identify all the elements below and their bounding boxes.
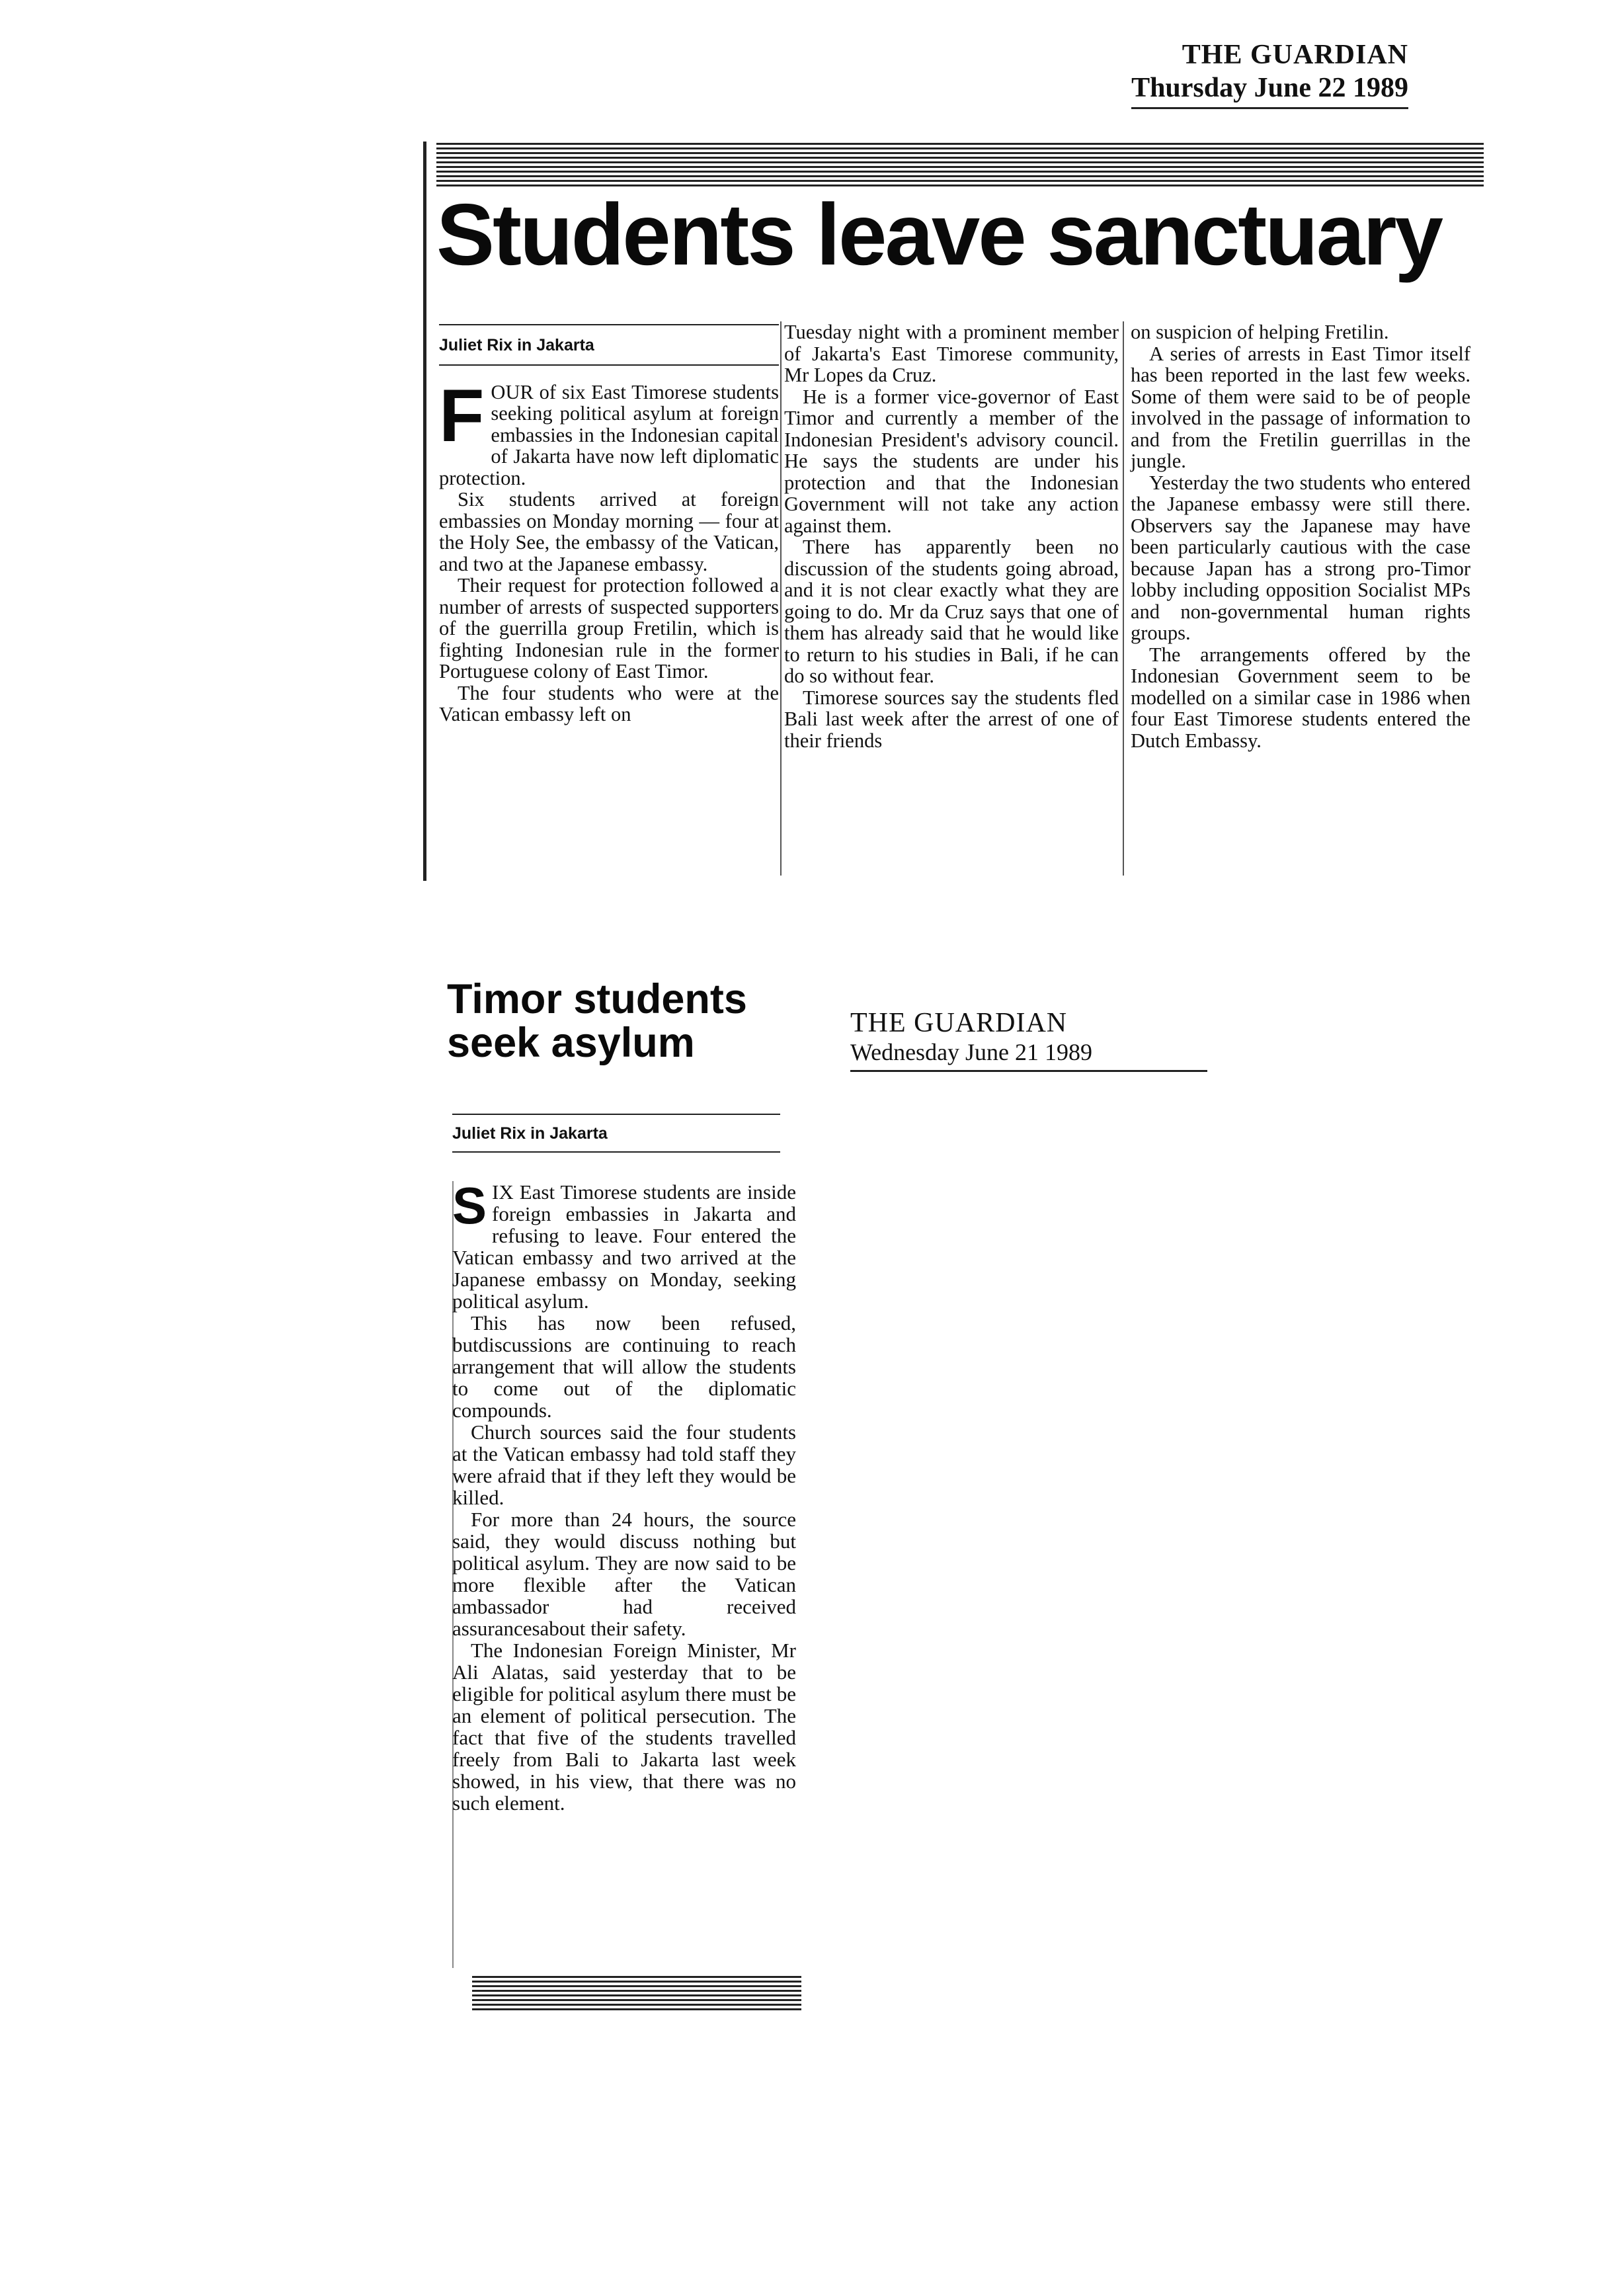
clip1-headline: Students leave sanctuary [436, 186, 1441, 283]
paragraph: Timorese sources say the students fled Bali last week after the arrest of one of their friends [784, 686, 1119, 752]
column-divider [1123, 321, 1124, 876]
paragraph: Their request for protection followed a number of arrests of suspected supporters of the guerrilla group Fretilin, which is fighting Indonesian rule in the former Portuguese colony of East Timor. [439, 574, 779, 682]
clip1-column-2 [784, 321, 1119, 751]
clip2-byline: Juliet Rix in Jakarta [452, 1124, 608, 1143]
paragraph: The four students who were at the Vatican embassy left on [439, 681, 779, 725]
clip2-date-rule [850, 1070, 1207, 1072]
clip1-dropcap: F [439, 374, 485, 457]
clip2-dateline [850, 1008, 1207, 1072]
paragraph: Six students arrived at foreign embassies on Monday morning — four at the Holy See, the embassy of the Vatican, and two at the Japanese embassy. [439, 488, 779, 575]
paragraph: Church sources said the four students at the Vatican embassy had told staff they were afraid that if they left they would be killed. [452, 1420, 796, 1509]
byline-rule [452, 1151, 780, 1153]
clip1-column-3 [1131, 321, 1470, 751]
byline-rule [439, 364, 779, 366]
paragraph: The arrangements offered by the Indonesian Government seem to be modelled on a similar case in 1986 when four East Timorese students entered the Dutch Embassy. [1131, 643, 1470, 752]
clip1-column-1 [439, 324, 779, 725]
paragraph [452, 1176, 796, 1313]
clip1-date-rule [1131, 107, 1408, 109]
paragraph: A series of arrests in East Timor itself has been reported in the last few weeks. Some of them were said to be of people involved in the passage of information to and from the Fretilin guerrillas in the jungle. [1131, 342, 1470, 472]
clip2-column [452, 1176, 796, 1815]
clip2-headline [447, 977, 817, 1065]
clip1-date: Thursday June 22 1989 [1131, 73, 1408, 103]
clip2-date: Wednesday June 21 1989 [850, 1039, 1093, 1065]
clip2-dropcap: S [452, 1176, 487, 1235]
paragraph: The Indonesian Foreign Minister, Mr Ali Alatas, said yesterday that to be eligible for political asylum there must be an element of political persecution. The fact that five of the students travelled freely from Bali to Jakarta last week showed, in his view, that there was no such element. [452, 1639, 796, 1815]
clip2-publication: THE GUARDIAN [850, 1008, 1068, 1038]
paragraph: on suspicion of helping Fretilin. [1131, 321, 1389, 343]
paragraph: He is a former vice-governor of East Timor and currently a member of the Indonesian President's advisory council. He says the students are under his protection and that the Indonesian Government will not take any action against them. [784, 385, 1119, 537]
paragraph: Tuesday night with a prominent member of Jakarta's East Timorese community, Mr Lopes da Cruz. [784, 321, 1119, 386]
paragraph [439, 374, 779, 489]
clip2-headline-line-1: Timor students [447, 976, 747, 1022]
clip1-header-hatch [436, 142, 1484, 186]
clip1-publication: THE GUARDIAN [1182, 40, 1408, 70]
clip2-headline-line-2: seek asylum [447, 1020, 695, 1066]
paragraph-text: IX East Timorese students are inside foreign embassies in Jakarta and refusing to leave. Four entered the Vatican embassy and two arrived at the Japanese embassy on Monday, seeking political asylum. [452, 1180, 796, 1313]
clip1-dateline [1131, 38, 1408, 109]
paragraph: There has apparently been no discussion of the students going abroad, and it is not clear exactly what they are going to do. Mr da Cruz says that one of them has already said that he would like to return to his studies in Bali, if he can do so without fear. [784, 536, 1119, 687]
clip2-byline-block [452, 1114, 780, 1153]
paragraph: Yesterday the two students who entered the Japanese embassy were still there. Observers say the Japanese may have been particularly cautious with the case because Japan has a strong pro-Timor lobby including opposition Socialist MPs and non-governmental human rights groups. [1131, 471, 1470, 644]
clip2-footer-hatch [472, 1973, 801, 2010]
paragraph: For more than 24 hours, the source said, they would discuss nothing but political asylum. They are now said to be more flexible after the Vatican ambassador had received assurancesabout their safety. [452, 1508, 796, 1640]
column-divider [780, 321, 782, 876]
clip1-left-border [423, 142, 426, 881]
paragraph: This has now been refused, butdiscussions are continuing to reach arrangement that will allow the students to come out of the diplomatic compounds. [452, 1311, 796, 1422]
clip1-byline: Juliet Rix in Jakarta [439, 336, 594, 354]
paragraph-text: OUR of six East Timorese students seeking political asylum at foreign embassies in the Indonesian capital of Jakarta have now left diplomatic protection. [439, 380, 779, 489]
